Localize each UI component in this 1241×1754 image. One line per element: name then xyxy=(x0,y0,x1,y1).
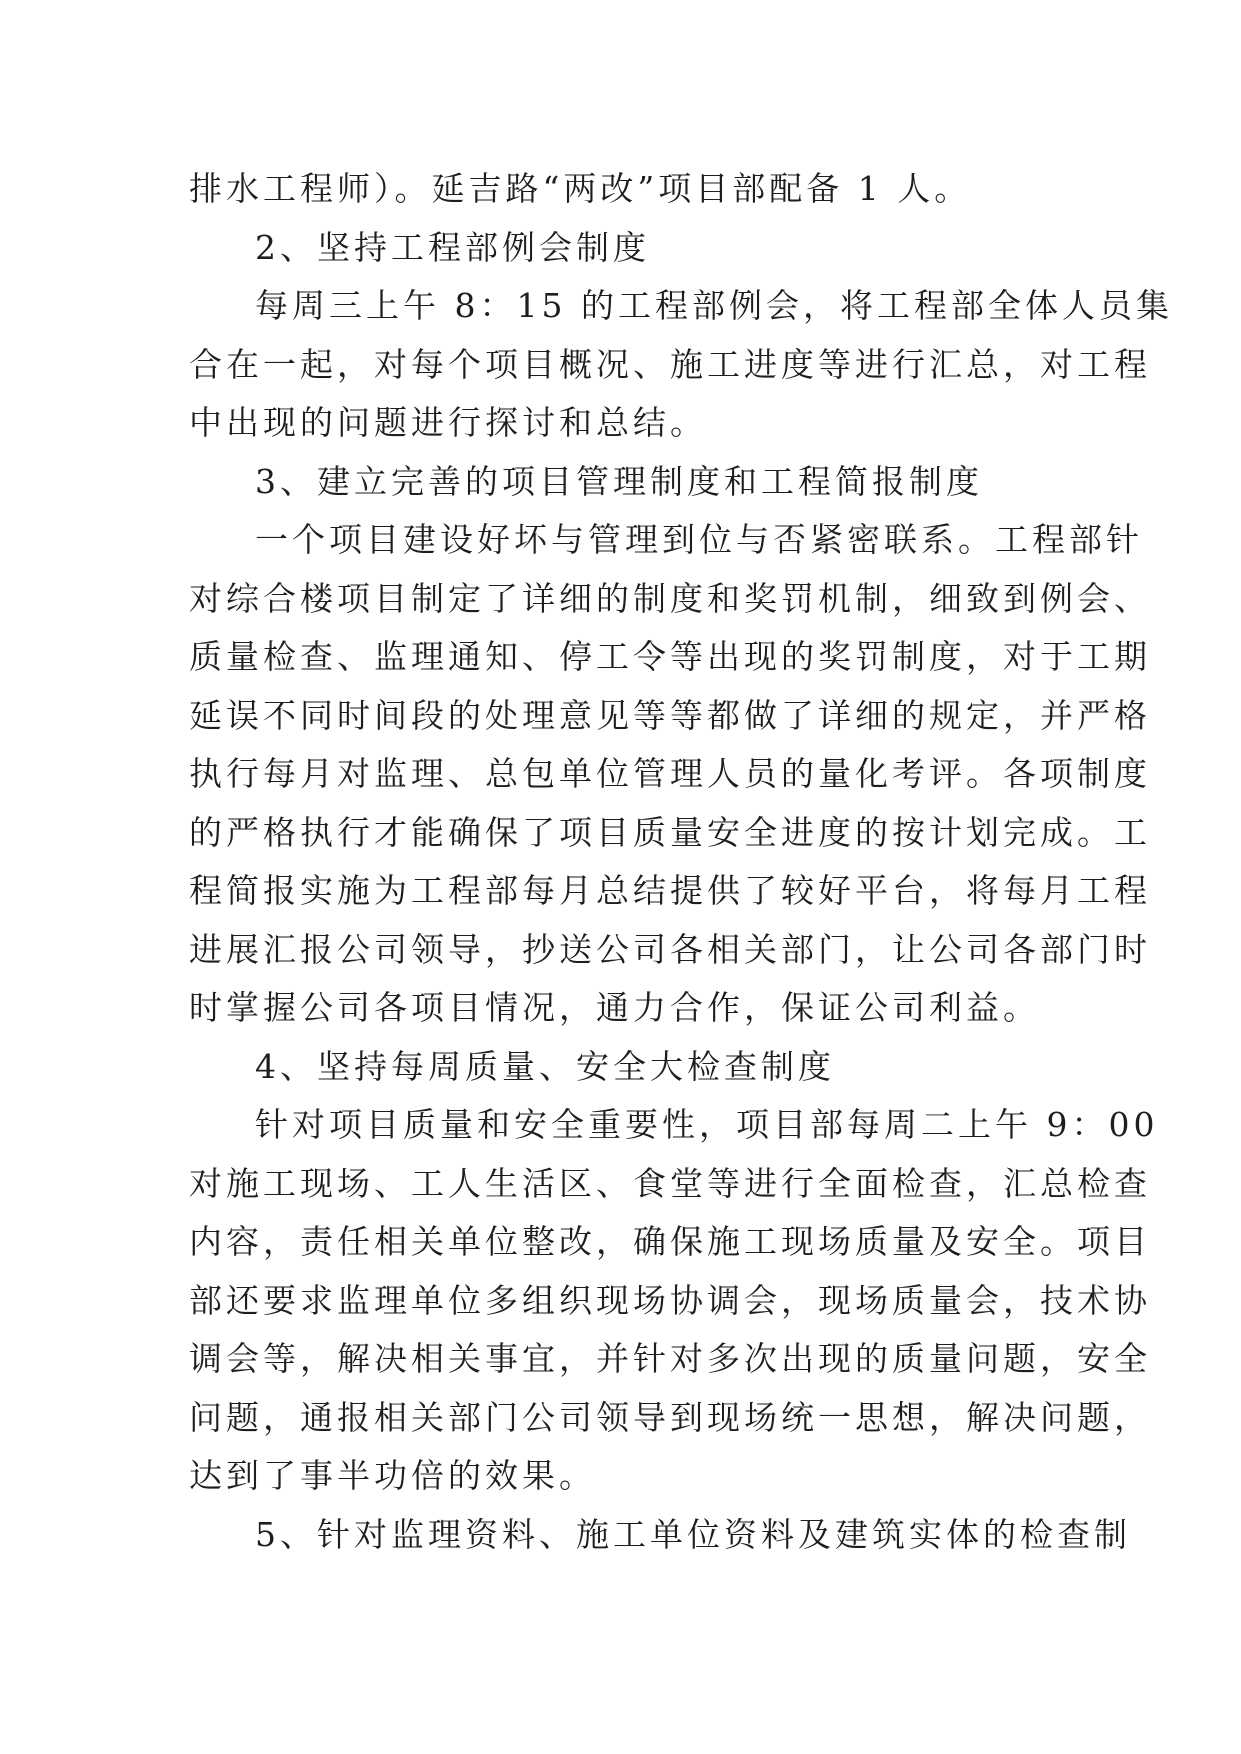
paragraph-line: 进展汇报公司领导，抄送公司各相关部门，让公司各部门时 xyxy=(189,929,1151,969)
paragraph-line: 中出现的问题进行探讨和总结。 xyxy=(189,403,707,442)
section-heading-2: 2、坚持工程部例会制度 xyxy=(255,227,650,267)
paragraph-line: 对综合楼项目制定了详细的制度和奖罚机制，细致到例会、 xyxy=(189,578,1151,618)
body-line-continuation: 排水工程师）。延吉路“两改”项目部配备 1 人。 xyxy=(189,169,972,208)
paragraph-line: 部还要求监理单位多组织现场协调会，现场质量会，技术协 xyxy=(189,1280,1151,1320)
paragraph-line: 针对项目质量和安全重要性，项目部每周二上午 9：00 xyxy=(255,1105,1159,1144)
paragraph-line: 每周三上午 8：15 的工程部例会，将工程部全体人员集 xyxy=(255,286,1173,325)
paragraph-line: 质量检查、监理通知、停工令等出现的奖罚制度，对于工期 xyxy=(189,637,1151,676)
paragraph-line: 内容，责任相关单位整改，确保施工现场质量及安全。项目 xyxy=(189,1222,1151,1261)
paragraph-line: 一个项目建设好坏与管理到位与否紧密联系。工程部针 xyxy=(255,520,1143,559)
paragraph-line: 的严格执行才能确保了项目质量安全进度的按计划完成。工 xyxy=(189,812,1151,852)
paragraph-line: 执行每月对监理、总包单位管理人员的量化考评。各项制度 xyxy=(189,754,1151,793)
paragraph-line: 对施工现场、工人生活区、食堂等进行全面检查，汇总检查 xyxy=(189,1163,1151,1203)
paragraph-line: 问题，通报相关部门公司领导到现场统一思想，解决问题， xyxy=(189,1397,1151,1437)
paragraph-line: 调会等，解决相关事宜，并针对多次出现的质量问题，安全 xyxy=(189,1339,1151,1378)
paragraph-line: 达到了事半功倍的效果。 xyxy=(189,1456,596,1495)
paragraph-line: 延误不同时间段的处理意见等等都做了详细的规定，并严格 xyxy=(189,695,1151,735)
section-heading-4: 4、坚持每周质量、安全大检查制度 xyxy=(255,1046,835,1086)
document-body xyxy=(189,160,1173,1564)
section-heading-5: 5、针对监理资料、施工单位资料及建筑实体的检查制 xyxy=(255,1514,1131,1554)
paragraph-line: 程简报实施为工程部每月总结提供了较好平台，将每月工程 xyxy=(189,871,1151,910)
section-heading-3: 3、建立完善的项目管理制度和工程简报制度 xyxy=(255,461,983,501)
paragraph-line: 合在一起，对每个项目概况、施工进度等进行汇总，对工程 xyxy=(189,344,1151,384)
paragraph-line: 时掌握公司各项目情况，通力合作，保证公司利益。 xyxy=(189,988,1040,1027)
